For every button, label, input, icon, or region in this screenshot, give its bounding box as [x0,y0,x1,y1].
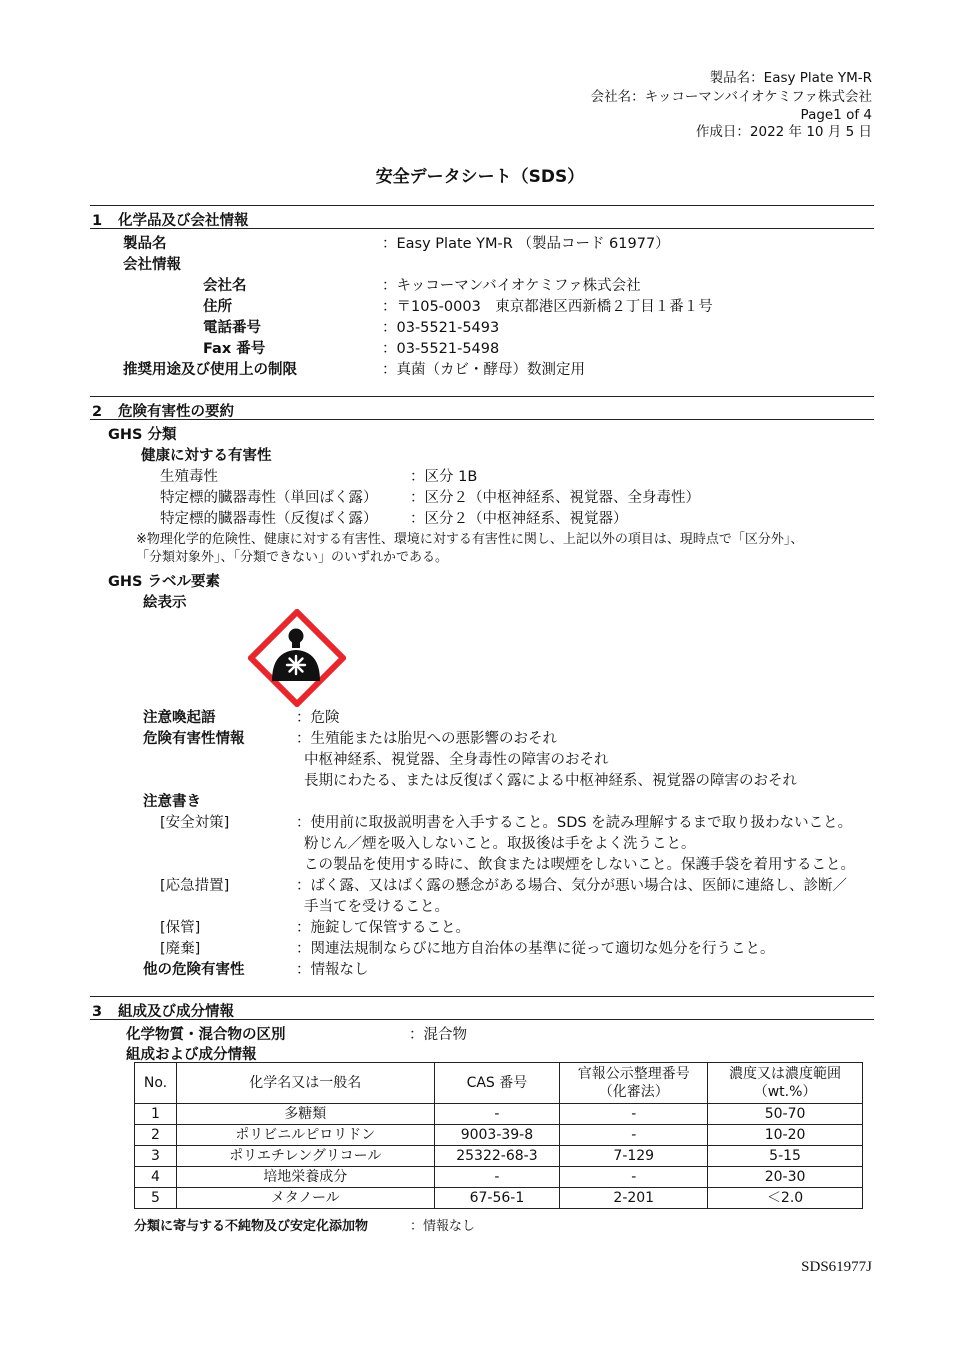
recommended-use-value: ：真菌（カビ・酵母）数測定用 [382,362,585,378]
table-row [135,1167,863,1188]
safety-measures-line: ：使用前に取扱説明書を入手すること。SDS を読み理解するまで取り扱わないこと。 [296,815,853,831]
precautionary-statements-label: 注意書き [143,794,201,810]
address-label: 住所 [203,299,232,315]
hazard-name: 特定標的臓器毒性（単回ばく露） [160,490,378,506]
storage-value: ：施錠して保管すること。 [296,920,470,936]
cell-name: ポリビニルピロリドン [176,1125,434,1146]
composition-label: 組成および成分情報 [126,1047,257,1063]
disposal-value: ：関連法規制ならびに地方自治体の基準に従って適切な処分を行うこと。 [296,941,775,957]
company-name-label: 会社名 [203,278,247,294]
header-concentration-line1: 濃度又は濃度範囲 [729,1066,842,1082]
header-created-date: 作成日：2022 年 10 月 5 日 [695,124,872,140]
cell-concentration: 5-15 [708,1146,863,1167]
impurities-value: ：情報なし [410,1219,476,1234]
section-1-heading [92,209,249,230]
section-2-bottom-rule [90,419,874,420]
ghs-classification-label: GHS 分類 [108,427,177,443]
health-hazard-label: 健康に対する有害性 [141,448,272,464]
section-3-title: 組成及び成分情報 [118,1004,234,1020]
table-header-row [135,1063,863,1104]
cell-no: 5 [135,1188,177,1209]
hazard-name: 特定標的臓器毒性（反復ばく露） [160,511,378,527]
storage-label: [保管] [160,920,201,936]
substance-type-label: 化学物質・混合物の区別 [126,1027,286,1043]
company-info-label: 会社情報 [123,257,181,273]
cell-gazette: 2-201 [560,1188,708,1209]
disposal-label: [廃棄] [160,941,201,957]
impurities-label: 分類に寄与する不純物及び安定化添加物 [134,1219,369,1234]
safety-measures-label: [安全対策] [160,815,230,831]
cell-no: 2 [135,1125,177,1146]
hazard-value: ：区分２（中枢神経系、視覚器） [410,511,628,527]
classification-note-line1: ※物理化学的危険性、健康に対する有害性、環境に対する有害性に関し、上記以外の項目は、現時点で「区分外」、 [136,532,804,547]
header-concentration [708,1063,863,1104]
section-2-top-rule [90,396,874,397]
health-hazard-icon [248,609,346,707]
cell-cas: 9003-39-8 [434,1125,560,1146]
cell-name: ポリエチレングリコール [176,1146,434,1167]
cell-gazette: 7-129 [560,1146,708,1167]
substance-type-value: ：混合物 [409,1027,467,1043]
hazard-info-line: ：生殖能または胎児への悪影響のおそれ [296,731,557,747]
cell-concentration: ＜2.0 [708,1188,863,1209]
section-3-number: 3 [92,1004,103,1020]
first-aid-line: 手当てを受けること。 [304,899,449,915]
table-row [135,1104,863,1125]
cell-cas: 25322-68-3 [434,1146,560,1167]
first-aid-line: ：ばく露、又はばく露の懸念がある場合、気分が悪い場合は、医師に連絡し、診断／ [296,878,847,894]
section-1-bottom-rule [90,228,874,229]
cell-no: 3 [135,1146,177,1167]
header-gazette-line1: 官報公示整理番号 [577,1066,690,1082]
section-3-top-rule [90,996,874,997]
cell-name: 培地栄養成分 [176,1167,434,1188]
composition-table [134,1062,863,1209]
recommended-use-label: 推奨用途及び使用上の制限 [123,362,297,378]
signal-word-label: 注意喚起語 [143,710,216,726]
hazard-value: ：区分２（中枢神経系、視覚器、全身毒性） [410,490,700,506]
header-cas-number: CAS 番号 [434,1063,560,1104]
cell-name: メタノール [176,1188,434,1209]
table-row [135,1146,863,1167]
cell-concentration: 10-20 [708,1125,863,1146]
cell-cas: - [434,1104,560,1125]
table-row [135,1125,863,1146]
ghs-label-elements-label: GHS ラベル要素 [108,574,221,590]
other-hazards-label: 他の危険有害性 [143,962,245,978]
cell-gazette: - [560,1125,708,1146]
signal-word-value: ：危険 [296,710,340,726]
header-chemical-name: 化学名又は一般名 [176,1063,434,1104]
table-row [135,1188,863,1209]
cell-name: 多糖類 [176,1104,434,1125]
cell-gazette: - [560,1167,708,1188]
document-title: 安全データシート（SDS） [375,167,585,187]
header-page: Page1 of 4 [800,107,872,123]
first-aid-label: [応急措置] [160,878,230,894]
safety-measures-line: 粉じん／煙を吸入しないこと。取扱後は手をよく洗うこと。 [304,836,696,852]
section-1-title: 化学品及び会社情報 [118,213,249,229]
section-3-bottom-rule [90,1019,874,1020]
section-1-number: 1 [92,213,103,229]
address-value: ：〒105-0003 東京都港区西新橋２丁目１番１号 [382,299,713,315]
cell-concentration: 50-70 [708,1104,863,1125]
section-2-heading [92,400,234,421]
header-no: No. [135,1063,177,1104]
section-2-number: 2 [92,404,103,420]
cell-gazette: - [560,1104,708,1125]
hazard-info-line: 長期にわたる、または反復ばく露による中枢神経系、視覚器の障害のおそれ [304,773,797,789]
cell-cas: - [434,1167,560,1188]
hazard-name: 生殖毒性 [160,469,218,485]
section-3-heading [92,1000,234,1021]
header-concentration-line2: （wt.%） [753,1084,817,1100]
header-company: 会社名：キッコーマンバイオケミファ株式会社 [590,89,872,105]
phone-label: 電話番号 [203,320,261,336]
product-name-value: ：Easy Plate YM-R （製品コード 61977） [382,236,670,252]
fax-label: Fax 番号 [203,341,266,357]
other-hazards-value: ：情報なし [296,962,369,978]
section-2-title: 危険有害性の要約 [118,404,234,420]
header-product: 製品名：Easy Plate YM-R [709,70,872,86]
section-1-top-rule [90,205,874,206]
header-gazette-number [560,1063,708,1104]
hazard-info-label: 危険有害性情報 [143,731,245,747]
pictogram-label: 絵表示 [143,595,187,611]
header-gazette-line2: （化審法） [598,1084,669,1100]
phone-value: ：03-5521-5493 [382,320,500,336]
hazard-value: ：区分 1B [410,469,478,485]
company-name-value: ：キッコーマンバイオケミファ株式会社 [382,278,641,294]
document-code: SDS61977J [801,1259,872,1275]
classification-note-line2: 「分類対象外」、「分類できない」のいずれかである。 [136,550,449,565]
cell-concentration: 20-30 [708,1167,863,1188]
cell-no: 4 [135,1167,177,1188]
hazard-info-line: 中枢神経系、視覚器、全身毒性の障害のおそれ [304,752,609,768]
product-name-label: 製品名 [123,236,167,252]
cell-cas: 67-56-1 [434,1188,560,1209]
fax-value: ：03-5521-5498 [382,341,500,357]
cell-no: 1 [135,1104,177,1125]
safety-measures-line: この製品を使用する時に、飲食または喫煙をしないこと。保護手袋を着用すること。 [304,857,855,873]
